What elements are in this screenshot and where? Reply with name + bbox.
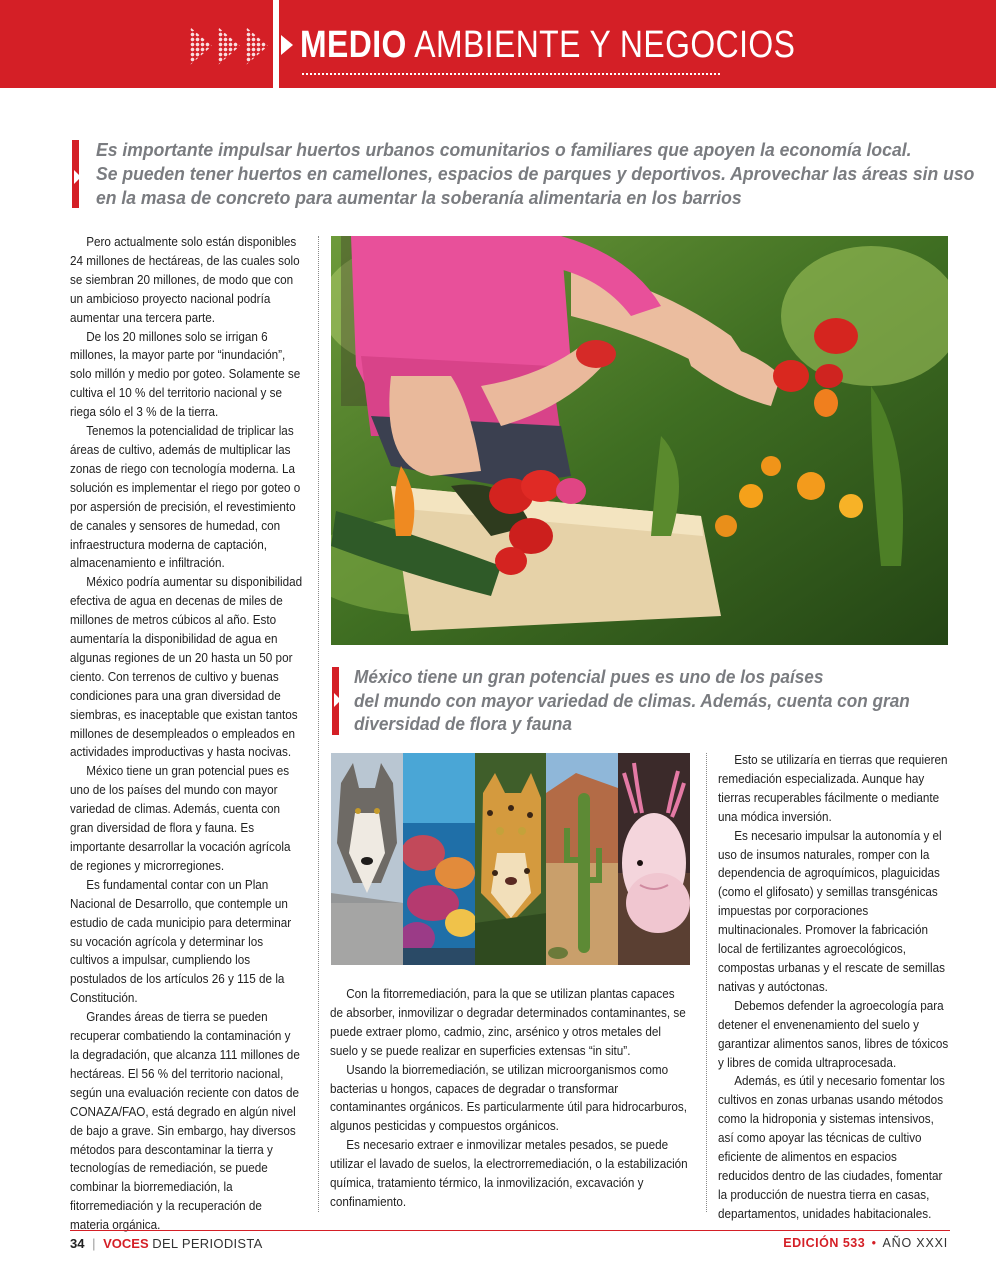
left-column: [70, 233, 302, 1235]
mid-quote: [354, 665, 910, 736]
arrow-dots-logo: [190, 27, 268, 67]
page-number: 34: [70, 1236, 85, 1251]
paragraph: Grandes áreas de tierra se pueden recuperar combatiendo la contaminación y la degradación, que alcanza 111 millones de hectáreas. El 56 % del territorio nacional, según una evaluación reciente con datos de CONAZA/FAO, está degrado en algún nivel de bajo a grave. Sin embargo, hay diversos métodos para descontaminar la tierra y tecnologías de remediación, se puede combinar la biorremediación, la fitorremediación y la recuperación de materia orgánica.: [70, 1009, 300, 1233]
paragraph: Es fundamental contar con un Plan Nacional de Desarrollo, que contemple un estudio de cada municipio para determinar su vocación agrícola y determinar los cultivos a impulsar, cumpliendo los postulados de los artículos 26 y 115 de la Constitución.: [70, 876, 292, 1006]
section-header: [0, 0, 996, 88]
paragraph: Además, es útil y necesario fomentar los cultivos en zonas urbanas usando métodos como la hidroponia y sistemas intensivos, así como apoyar las técnicas de cultivo eficiente de alimentos en espacios reducidos dentro de las ciudades, fomentar la producción de nuestra tierra en casas, departamentos, unidades habitacionales.: [718, 1073, 945, 1221]
bullet-icon: •: [871, 1236, 877, 1250]
mid-quote-line: México tiene un gran potencial pues es uno de los países: [354, 666, 824, 687]
jaguar-photo: [475, 753, 547, 965]
lead-quote-line: Se pueden tener huertos en camellones, espacios de parques y deportivos. Aprovechar las áreas sin uso: [96, 163, 975, 184]
mid-quote-line: diversidad de flora y fauna: [354, 713, 572, 734]
paragraph: Tenemos la potencialidad de triplicar las áreas de cultivo, además de multiplicar las zonas de riego con tecnología moderna. La solución es implementar el riego por goteo o por aspersión de precisión, el revestimiento de canales y sensores de humedad, con infraestructura moderna de captación, almacenamiento e infiltración.: [70, 423, 301, 571]
paragraph: Pero actualmente solo están disponibles 24 millones de hectáreas, de las cuales solo se siembran 20 millones, de modo que con un ambicioso proyecto nacional podría aumentar una tercera parte.: [70, 234, 300, 325]
paragraph: Con la fitorremediación, para la que se utilizan plantas capaces de absorber, inmovilizar o degradar determinados contaminantes, se puede extraer plomo, cadmio, zinc, arsénico y otros metales del suelo y se puede realizar en superficies extensas “in situ”.: [330, 986, 686, 1058]
footer-folio: [70, 1236, 263, 1251]
paragraph: Debemos defender la agroecología para detener el envenenamiento del suelo y garantizar alimentos sanos, libres de tóxicos y libres de comida ultraprocesada.: [718, 997, 949, 1070]
edition-year: AÑO XXXI: [882, 1236, 948, 1250]
section-title: [300, 24, 795, 67]
paragraph: México tiene un gran potencial pues es uno de los países del mundo con mayor variedad de climas. Además, cuenta con gran diversidad de flora y fauna. Es importante desarrollar la vocación agrícola de regiones y microrregiones.: [70, 763, 291, 873]
dot-arrow-icon: [190, 27, 212, 65]
middle-column: [330, 985, 688, 1212]
paragraph: De los 20 millones solo se irrigan 6 millones, la mayor parte por “inundación”, solo millón y medio por goteo. Solamente se cultiva el 10 % del territorio nacional y se riega sólo el 3 % de la tierra.: [70, 328, 301, 420]
column-rule: [318, 236, 319, 1212]
garden-harvest-illustration: [331, 236, 948, 645]
wolf-photo: [331, 753, 403, 965]
mid-quote-notch: [334, 693, 341, 707]
paragraph: Usando la biorremediación, se utilizan microorganismos como bacterias u hongos, capaces de degradar o transformar contaminantes orgánicos. Es particularmente útil para hidrocarburos, algunos pesticidas y compuestos orgánicos.: [330, 1061, 688, 1134]
edition-number: EDICIÓN 533: [783, 1236, 866, 1250]
magazine-name-rest: DEL PERIODISTA: [152, 1236, 263, 1251]
paragraph: Es necesario impulsar la autonomía y el uso de insumos naturales, romper con la dependencia de agroquímicos, plaguicidas (como el glifosato) y semillas transgénicas impuestas por corporaciones multinacionales. Promover la fabricación local de fertilizantes agroecológicos, compostas urbanas y el rescate de semillas nativas y autóctonas.: [718, 827, 945, 994]
header-divider: [273, 0, 279, 88]
section-title-bold: MEDIO: [300, 24, 407, 66]
coral-reef-photo: [403, 753, 475, 965]
saguaro-cactus-photo: [546, 753, 618, 965]
column-rule: [706, 753, 707, 1212]
garden-harvest-photo: [331, 236, 948, 645]
lead-quote-notch: [74, 170, 81, 184]
dot-arrow-icon: [218, 27, 240, 65]
paragraph: México podría aumentar su disponibilidad efectiva de agua en decenas de miles de millones de metros cúbicos al año. Esto aumentaría la disponibilidad de agua en algunas regiones de un 20 hasta un 50 por ciento. Con terrenos de cultivo y buenas condiciones para una gran diversidad de siembras, es inaceptable que existan tantos millones de desempleados o empleados en actividades improductivas y hasta nocivas.: [70, 574, 303, 760]
axolotl-photo: [618, 753, 690, 965]
section-title-rest: AMBIENTE Y NEGOCIOS: [414, 24, 796, 66]
mid-quote-line: del mundo con mayor variedad de climas. Además, cuenta con gran: [354, 689, 910, 711]
magazine-name-bold: VOCES: [103, 1236, 149, 1251]
biodiversity-photo-strip: [331, 753, 690, 965]
dot-arrow-icon: [246, 27, 268, 65]
right-column: [718, 751, 950, 1224]
footer-rule: [70, 1230, 950, 1231]
footer-edition: [783, 1236, 948, 1250]
paragraph: Esto se utilizaría en tierras que requieren remediación especializada. Aunque hay tierras recuperables fácilmente o mediante una módica inversión.: [718, 752, 948, 824]
lead-quote-line: en la masa de concreto para aumentar la soberanía alimentaria en los barrios: [96, 187, 742, 208]
lead-quote-line: Es importante impulsar huertos urbanos comunitarios o familiares que apoyen la economía local.: [96, 139, 912, 160]
chevron-right-icon: [281, 35, 293, 55]
footer-separator: |: [92, 1236, 96, 1251]
header-dotted-rule: [302, 73, 720, 75]
lead-quote: [96, 138, 975, 210]
paragraph: Es necesario extraer e inmovilizar metales pesados, se puede utilizar el lavado de suelos, la electrorremediación, o la estabilización química, tratamiento térmico, la inmovilización, excavación y confinamiento.: [330, 1137, 688, 1209]
